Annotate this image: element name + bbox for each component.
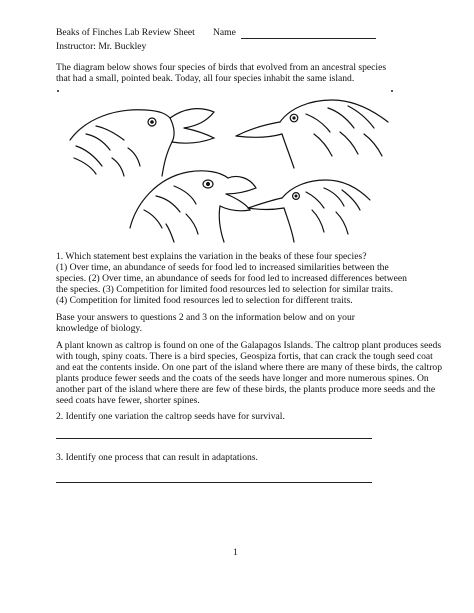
passage-line-1: A plant known as caltrop is found on one of the Galapagos Islands. The caltrop plant produces seeds bbox=[56, 340, 442, 351]
passage-line-3: and eat the contents inside. On one part of the island where there are many of these birds, the caltrop bbox=[56, 362, 443, 373]
question-1-line-2: (1) Over time, an abundance of seeds for food led to increased similarities between the bbox=[56, 262, 389, 273]
long-beak-finch-icon bbox=[228, 94, 398, 174]
pointed-beak-finch-icon bbox=[246, 176, 376, 246]
question-3-answer-line[interactable] bbox=[56, 482, 372, 483]
name-blank-line[interactable] bbox=[241, 38, 376, 39]
question-2-answer-line[interactable] bbox=[56, 438, 372, 439]
finch-diagram bbox=[56, 88, 396, 248]
question-1-line-5: (4) Competition for limited food resources led to selection for different traits. bbox=[56, 295, 353, 306]
intro-line-2: that had a small, pointed beak. Today, all four species inhabit the same island. bbox=[56, 73, 355, 84]
name-label: Name bbox=[213, 27, 236, 38]
passage-line-5: another part of the island where there are few of these birds, the plants produce more seeds and the bbox=[56, 384, 436, 395]
instructions-line-2: knowledge of biology. bbox=[56, 323, 142, 334]
question-3: 3. Identify one process that can result in adaptations. bbox=[56, 452, 258, 463]
passage-line-2: with tough, spiny coats. There is a bird species, Geospiza fortis, that can crack the tough seed coat bbox=[56, 351, 433, 362]
sheet-title: Beaks of Finches Lab Review Sheet bbox=[56, 27, 195, 38]
question-1-stem: 1. Which statement best explains the variation in the beaks of these four species? bbox=[56, 251, 367, 262]
intro-line-1: The diagram below shows four species of birds that evolved from an ancestral species bbox=[56, 62, 387, 73]
passage-line-6: seed coats have fewer, shorter spines. bbox=[56, 395, 200, 406]
question-1-line-4: the species. (3) Competition for limited food resources led to selection for similar traits. bbox=[56, 284, 394, 295]
question-1-line-3: species. (2) Over time, an abundance of seeds for food led to increased differences between bbox=[56, 273, 407, 284]
instructions-line-1: Base your answers to questions 2 and 3 on the information below and on your bbox=[56, 312, 355, 323]
page-number: 1 bbox=[233, 547, 238, 558]
large-beak-finch-icon bbox=[126, 164, 266, 244]
instructor-line: Instructor: Mr. Buckley bbox=[56, 41, 147, 52]
question-2: 2. Identify one variation the caltrop seeds have for survival. bbox=[56, 411, 285, 422]
passage-line-4: plants produce fewer seeds and the coats of the seeds have longer and more numerous spines. On bbox=[56, 373, 429, 384]
